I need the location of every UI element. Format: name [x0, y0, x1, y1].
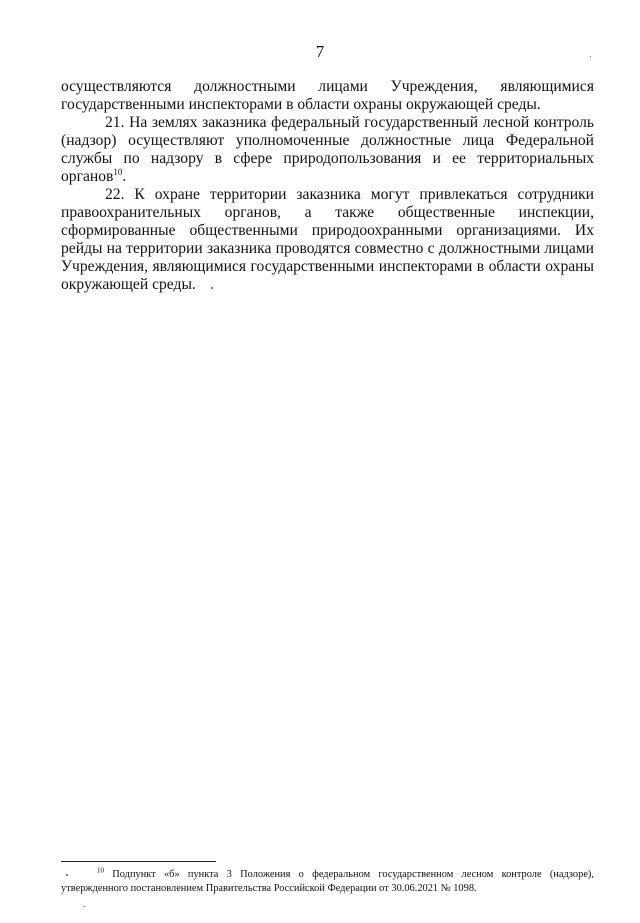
footnote-text: Подпункт «б» пункта 3 Положения о федеральном государственном лесном контроле (надзоре), утвержденного постановлением Правительства Российской Федерации от 30.06.2021 № 1098.	[61, 869, 594, 894]
paragraph-continuation: осуществляются должностными лицами Учреждения, являющимися государственными инспекторами в области охраны окружающей среды.	[61, 78, 594, 113]
paragraph-21-tail: .	[122, 168, 127, 185]
paragraph-21	[61, 114, 594, 186]
footnote-paragraph	[61, 868, 594, 896]
scan-speck	[84, 906, 85, 907]
paragraph-22: 22. К охране территории заказника могут привлекаться сотрудники правоохранительных органов, а также общественные инспекции, сформированные общественными природоохранными организациями. Их рейды на территории заказника проводятся совместно с должностными лицами Учреждения, являющимися государственными инспекторами в области охраны окружающей среды.	[61, 186, 594, 293]
scan-speck	[590, 56, 591, 57]
paragraph-21-text: 21. На землях заказника федеральный государственный лесной контроль (надзор) осуществляют уполномоченные должностные лица Федеральной службы по надзору в сфере природопользования и ее территориальных органов	[61, 114, 594, 185]
page-number: 7	[315, 42, 325, 61]
footnote	[61, 868, 594, 896]
body-text	[61, 78, 594, 294]
scan-speck	[211, 287, 213, 289]
footnote-reference[interactable]: 10	[113, 166, 123, 177]
scan-speck	[66, 874, 68, 876]
footnote-number: 10	[97, 866, 104, 875]
footnote-divider	[61, 861, 216, 862]
